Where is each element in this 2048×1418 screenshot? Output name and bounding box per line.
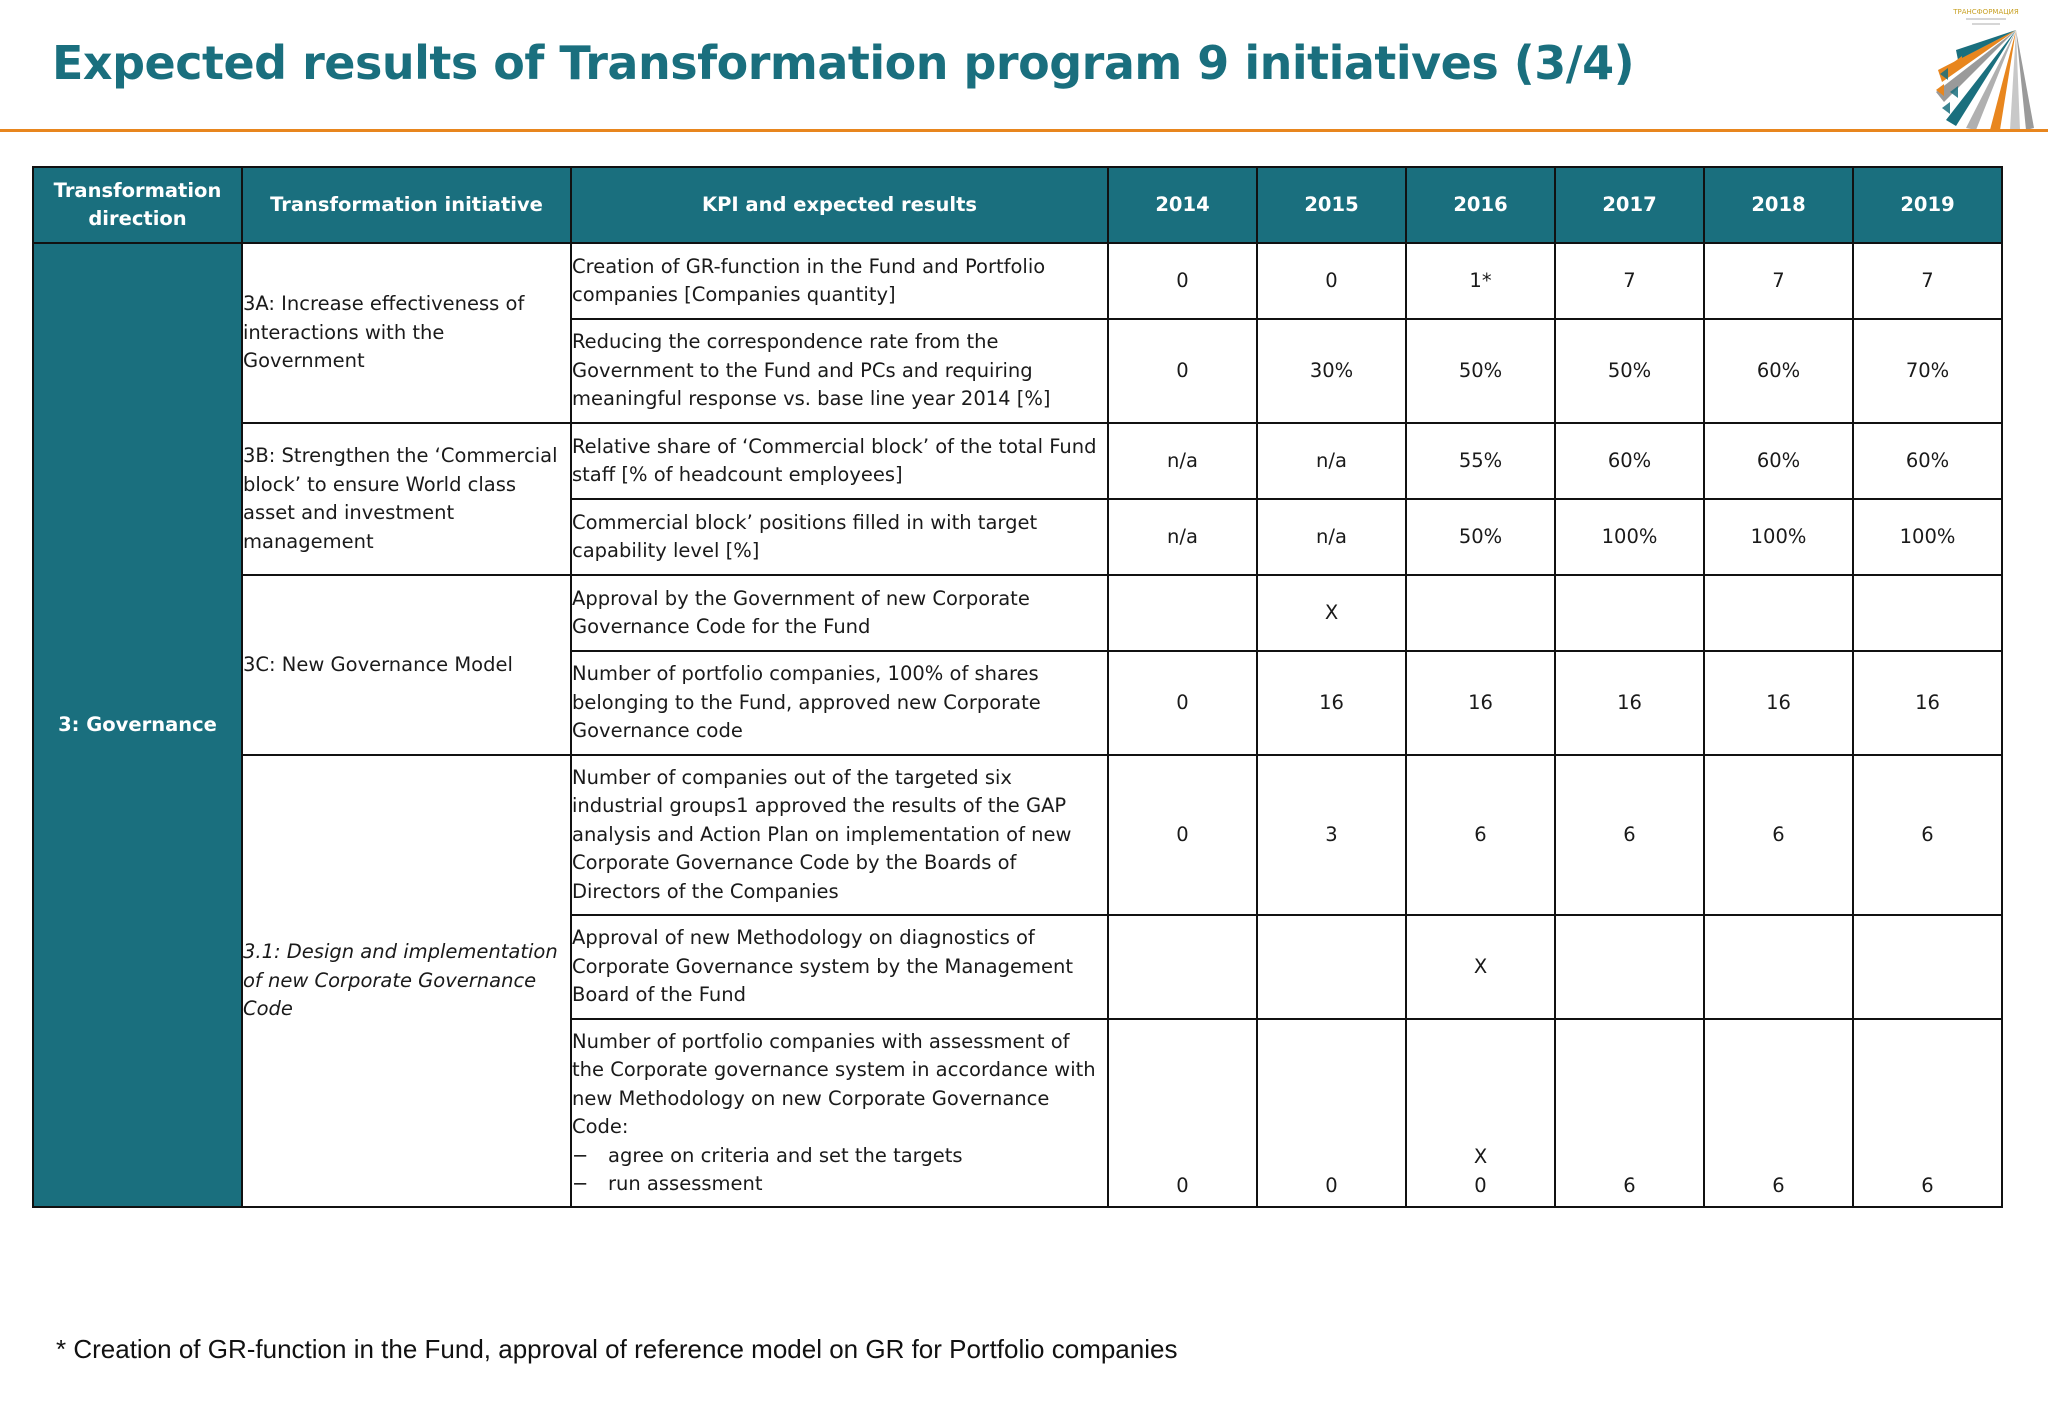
header-kpi: KPI and expected results	[571, 167, 1108, 243]
initiative-cell: 3C: New Governance Model	[242, 575, 571, 755]
kpi-cell: Approval of new Methodology on diagnostics of Corporate Governance system by the Management Board of the Fund	[571, 915, 1108, 1019]
value-cell: 0	[1257, 1019, 1406, 1207]
value-cell: 3	[1257, 755, 1406, 915]
table-row	[33, 243, 2002, 319]
kpi-cell: Approval by the Government of new Corporate Governance Code for the Fund	[571, 575, 1108, 651]
value-cell: 1*	[1406, 243, 1555, 319]
value-cell	[1406, 575, 1555, 651]
header-year: 2016	[1406, 167, 1555, 243]
kpi-cell: Creation of GR-function in the Fund and Portfolio companies [Companies quantity]	[571, 243, 1108, 319]
value-cell	[1853, 915, 2002, 1019]
header-year: 2015	[1257, 167, 1406, 243]
value-cell: 7	[1853, 243, 2002, 319]
kpi-bullet: − agree on criteria and set the targets	[572, 1142, 1107, 1171]
value-cell: 6	[1704, 1019, 1853, 1207]
value-cell: 50%	[1406, 499, 1555, 575]
value-cell: 16	[1853, 651, 2002, 755]
header-direction: Transformation direction	[33, 167, 242, 243]
bullet-marker: −	[572, 1172, 589, 1195]
kpi-cell: Number of companies out of the targeted six industrial groups1 approved the results of the GAP analysis and Action Plan on implementation of new Corporate Governance Code by the Boards of Directors of the Companies	[571, 755, 1108, 915]
value-cell: 16	[1555, 651, 1704, 755]
value-cell	[1108, 575, 1257, 651]
value-cell: 6	[1406, 755, 1555, 915]
value-cell: 100%	[1555, 499, 1704, 575]
direction-cell: 3: Governance	[33, 243, 242, 1207]
value-cell: n/a	[1108, 499, 1257, 575]
value-cell: 0	[1108, 243, 1257, 319]
value-cell: 70%	[1853, 319, 2002, 423]
header-year: 2018	[1704, 167, 1853, 243]
value-cell: 6	[1555, 1019, 1704, 1207]
kpi-cell: Relative share of ‘Commercial block’ of the total Fund staff [% of headcount employees]	[571, 423, 1108, 499]
value-cell: 6	[1853, 755, 2002, 915]
value-cell: 30%	[1257, 319, 1406, 423]
value-cell: X 0	[1406, 1019, 1555, 1207]
bullet-marker: −	[572, 1143, 589, 1167]
value-cell: 50%	[1406, 319, 1555, 423]
value-cell: 6	[1853, 1019, 2002, 1207]
value-cell: 0	[1108, 1019, 1257, 1207]
table-row	[33, 575, 2002, 651]
value-cell	[1555, 575, 1704, 651]
value-cell: n/a	[1257, 499, 1406, 575]
kpi-cell	[571, 1019, 1108, 1207]
value-cell	[1257, 915, 1406, 1019]
svg-text:ТРАНСФОРМАЦИЯ: ТРАНСФОРМАЦИЯ	[1953, 8, 2019, 16]
value-cell: 60%	[1555, 423, 1704, 499]
value-cell: 0	[1108, 319, 1257, 423]
initiative-cell: 3B: Strengthen the ‘Commercial block’ to ensure World class asset and investment management	[242, 423, 571, 575]
company-logo-icon	[1928, 4, 2038, 130]
value-cell: 16	[1704, 651, 1853, 755]
table-row	[33, 423, 2002, 499]
table-header-row	[33, 167, 2002, 243]
value-cell: 0	[1108, 755, 1257, 915]
page-title: Expected results of Transformation program 9 initiatives (3/4)	[52, 36, 1635, 90]
initiative-cell: 3A: Increase effectiveness of interactions with the Government	[242, 243, 571, 423]
value-cell: 7	[1704, 243, 1853, 319]
value-cell: 6	[1555, 755, 1704, 915]
value-cell: 0	[1108, 651, 1257, 755]
title-divider	[0, 129, 2048, 132]
kpi-bullet: − run assessment	[572, 1170, 1107, 1199]
table-row	[33, 755, 2002, 915]
value-cell	[1853, 575, 2002, 651]
value-cell	[1108, 915, 1257, 1019]
value-cell: 16	[1406, 651, 1555, 755]
value-cell: n/a	[1257, 423, 1406, 499]
value-cell	[1704, 915, 1853, 1019]
kpi-text: Number of portfolio companies with assessment of the Corporate governance system in accordance with new Methodology on new Corporate Governance Code:	[572, 1029, 1096, 1138]
kpi-cell: Reducing the correspondence rate from the Government to the Fund and PCs and requiring meaningful response vs. base line year 2014 [%]	[571, 319, 1108, 423]
value-cell: 0	[1257, 243, 1406, 319]
kpi-cell: Number of portfolio companies, 100% of shares belonging to the Fund, approved new Corporate Governance code	[571, 651, 1108, 755]
value-cell: 100%	[1853, 499, 2002, 575]
value-cell	[1555, 915, 1704, 1019]
value-cell: 55%	[1406, 423, 1555, 499]
value-cell: 60%	[1704, 319, 1853, 423]
value-cell: 7	[1555, 243, 1704, 319]
value-cell: n/a	[1108, 423, 1257, 499]
header-year: 2017	[1555, 167, 1704, 243]
value-cell: X	[1257, 575, 1406, 651]
value-cell: 60%	[1704, 423, 1853, 499]
value-cell	[1704, 575, 1853, 651]
value-cell: 50%	[1555, 319, 1704, 423]
footnote: * Creation of GR-function in the Fund, approval of reference model on GR for Portfolio companies	[56, 1334, 1178, 1364]
initiative-cell: 3.1: Design and implementation of new Corporate Governance Code	[242, 755, 571, 1207]
header-year: 2019	[1853, 167, 2002, 243]
header-initiative: Transformation initiative	[242, 167, 571, 243]
value-cell: 100%	[1704, 499, 1853, 575]
kpi-table	[32, 166, 2003, 1208]
value-cell: 60%	[1853, 423, 2002, 499]
value-cell: X	[1406, 915, 1555, 1019]
value-cell: 6	[1704, 755, 1853, 915]
kpi-cell: Commercial block’ positions filled in with target capability level [%]	[571, 499, 1108, 575]
value-cell: 16	[1257, 651, 1406, 755]
header-year: 2014	[1108, 167, 1257, 243]
